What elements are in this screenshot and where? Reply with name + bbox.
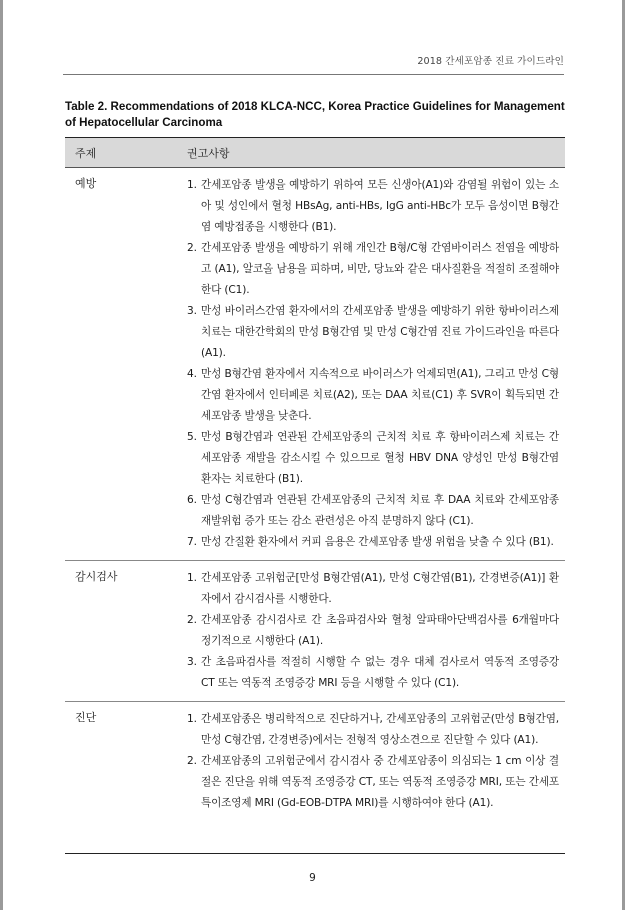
topic-cell: 진단 [65,702,173,854]
list-item [187,427,559,490]
recommendation-list [187,709,559,814]
item-number: 5. [187,431,197,443]
item-text: 간세포암종 고위험군[만성 B형간염(A1), 만성 C형간염(B1), 간경변증(A1)] 환자에서 감시검사를 시행한다. [201,572,559,605]
recommendations-cell [173,561,565,702]
table-row-prevention [65,168,565,561]
item-number: 4. [187,368,197,380]
list-item [187,652,559,694]
list-item [187,751,559,814]
list-item [187,709,559,751]
item-text: 만성 간질환 환자에서 커피 음용은 간세포암종 발생 위험을 낮출 수 있다 (B1). [201,536,554,548]
item-number: 6. [187,494,197,506]
header-rule [63,74,564,75]
item-number: 2. [187,755,197,767]
item-number: 1. [187,179,197,191]
list-item [187,364,559,427]
item-number: 1. [187,572,197,584]
item-number: 3. [187,305,197,317]
list-item [187,532,559,553]
item-text: 간세포암종의 고위험군에서 감시검사 중 간세포암종이 의심되는 1 cm 이상 결절은 진단을 위해 역동적 조영증강 CT, 또는 역동적 조영증강 MRI, 또는 간세포특이조영제 MRI (Gd-EOB-DTPA MRI)를 시행하여야 한다 (A1). [201,755,559,809]
list-item [187,175,559,238]
table-row-diagnosis [65,702,565,854]
item-text: 만성 B형간염 환자에서 지속적으로 바이러스가 억제되면(A1), 그리고 만성 C형간염 환자에서 인터페론 치료(A2), 또는 DAA 치료(C1) 후 SVR이 획득되면 간세포암종 발생을 낮춘다. [201,368,559,422]
item-text: 만성 C형간염과 연관된 간세포암종의 근치적 치료 후 DAA 치료와 간세포암종 재발위험 증가 또는 감소 관련성은 아직 분명하지 않다 (C1). [201,494,559,527]
header-recommendations: 권고사항 [173,138,565,168]
topic-cell: 감시검사 [65,561,173,702]
item-text: 간세포암종 발생을 예방하기 위하여 모든 신생아(A1)와 감염될 위험이 있는 소아 및 성인에서 혈청 HBsAg, anti-HBs, IgG anti-HBc가 모두 음성이면 B형간염 예방접종을 시행한다 (B1). [201,179,559,233]
table-row-surveillance [65,561,565,702]
recommendations-table [65,137,565,854]
running-head: 2018 간세포암종 진료 가이드라인 [417,56,564,67]
recommendation-list [187,175,559,553]
list-item [187,238,559,301]
topic-cell: 예방 [65,168,173,561]
document-page [3,0,622,910]
item-text: 간세포암종은 병리학적으로 진단하거나, 간세포암종의 고위험군(만성 B형간염, 만성 C형간염, 간경변증)에서는 전형적 영상소견으로 진단할 수 있다 (A1). [201,713,559,746]
list-item [187,490,559,532]
item-number: 3. [187,656,197,668]
list-item [187,610,559,652]
item-number: 7. [187,536,197,548]
page-number: 9 [309,872,316,884]
list-item [187,301,559,364]
item-text: 간 초음파검사를 적절히 시행할 수 없는 경우 대체 검사로서 역동적 조영증강 CT 또는 역동적 조영증강 MRI 등을 시행할 수 있다 (C1). [201,656,559,689]
recommendations-cell [173,168,565,561]
item-text: 간세포암종 감시검사로 간 초음파검사와 혈청 알파태아단백검사를 6개월마다 정기적으로 시행한다 (A1). [201,614,559,647]
recommendations-cell [173,702,565,854]
item-number: 2. [187,614,197,626]
item-text: 만성 바이러스간염 환자에서의 간세포암종 발생을 예방하기 위한 항바이러스제 치료는 대한간학회의 만성 B형간염 및 만성 C형간염 진료 가이드라인을 따른다 (A1). [201,305,559,359]
table-header-row [65,138,565,168]
recommendation-list [187,568,559,694]
table-caption: Table 2. Recommendations of 2018 KLCA-NCC, Korea Practice Guidelines for Management of Hepatocellular Carcinoma [65,100,565,129]
item-number: 1. [187,713,197,725]
item-text: 간세포암종 발생을 예방하기 위해 개인간 B형/C형 간염바이러스 전염을 예방하고 (A1), 알코올 남용을 피하며, 비만, 당뇨와 같은 대사질환을 적절히 조절해야 한다 (C1). [201,242,559,296]
header-topic: 주제 [65,138,173,168]
list-item [187,568,559,610]
item-number: 2. [187,242,197,254]
item-text: 만성 B형간염과 연관된 간세포암종의 근치적 치료 후 항바이러스제 치료는 간세포암종 재발을 감소시킬 수 있으므로 혈청 HBV DNA 양성인 만성 B형간염 환자는 치료한다 (B1). [201,431,559,485]
